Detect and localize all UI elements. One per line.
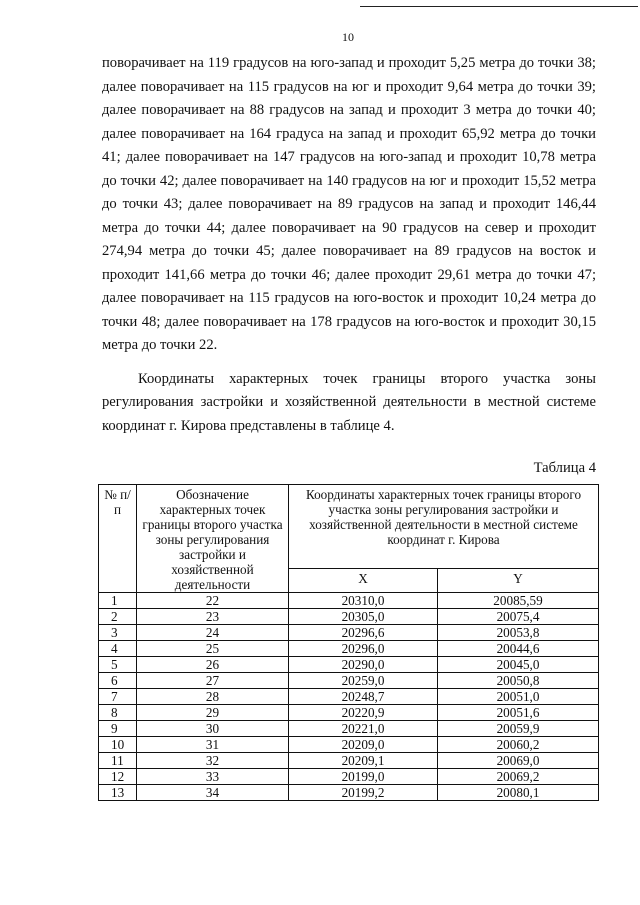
point-cell: 26 [137, 657, 289, 673]
body-text [102, 52, 596, 438]
row-number-cell: 13 [99, 785, 137, 801]
table-row [99, 673, 599, 689]
table-row [99, 769, 599, 785]
point-cell: 23 [137, 609, 289, 625]
y-coordinate-cell: 20045,0 [438, 657, 599, 673]
x-coordinate-cell: 20220,9 [289, 705, 438, 721]
row-number-cell: 4 [99, 641, 137, 657]
x-coordinate-cell: 20305,0 [289, 609, 438, 625]
table-row [99, 657, 599, 673]
row-number-cell: 6 [99, 673, 137, 689]
x-coordinate-cell: 20199,0 [289, 769, 438, 785]
table-row [99, 593, 599, 609]
table-row [99, 705, 599, 721]
y-coordinate-cell: 20044,6 [438, 641, 599, 657]
row-number-cell: 7 [99, 689, 137, 705]
row-number-cell: 12 [99, 769, 137, 785]
point-cell: 33 [137, 769, 289, 785]
coordinates-table [98, 484, 599, 801]
header-x: X [289, 569, 438, 593]
table-row [99, 609, 599, 625]
route-description-paragraph: поворачивает на 119 градусов на юго-запад и проходит 5,25 метра до точки 38; далее поворачивает на 115 градусов на юг и проходит 9,64 метра до точки 39; далее поворачивает на 88 градусов на запад и проходит 3 метра до точки 40; далее поворачивает на 164 градуса на запад и проходит 65,92 метра до точки 41; далее поворачивает на 147 градусов на юго-запад и проходит 10,78 метра до точки 42; далее поворачивает на 140 градусов на юг и проходит 15,52 метра до точки 43; далее поворачивает на 89 градусов на запад и проходит 146,44 метра до точки 44; далее поворачивает на 90 градусов на север и проходит 274,94 метра до точки 45; далее поворачивает на 89 градусов на восток и проходит 141,66 метра до точки 46; далее проходит 29,61 метра до точки 47; далее поворачивает на 115 градусов на юго-восток и проходит 10,24 метра до точки 48; далее поворачивает на 178 градусов на юго-восток и проходит 30,15 метра до точки 22. [102, 55, 596, 353]
header-y: Y [438, 569, 599, 593]
x-coordinate-cell: 20209,1 [289, 753, 438, 769]
point-cell: 30 [137, 721, 289, 737]
point-cell: 28 [137, 689, 289, 705]
point-cell: 24 [137, 625, 289, 641]
header-coordinates: Координаты характерных точек границы второго участка зоны регулирования застройки и хозяйственной деятельности в местной системе координат г. Кирова [289, 485, 599, 569]
point-cell: 32 [137, 753, 289, 769]
x-coordinate-cell: 20209,0 [289, 737, 438, 753]
table-row [99, 625, 599, 641]
x-coordinate-cell: 20290,0 [289, 657, 438, 673]
x-coordinate-cell: 20248,7 [289, 689, 438, 705]
header-point-designation: Обозначение характерных точек границы второго участка зоны регулирования застройки и хозяйственной деятельности [137, 485, 289, 593]
header-row-number: № п/п [99, 485, 137, 593]
row-number-cell: 3 [99, 625, 137, 641]
table-row [99, 641, 599, 657]
x-coordinate-cell: 20310,0 [289, 593, 438, 609]
y-coordinate-cell: 20069,2 [438, 769, 599, 785]
x-coordinate-cell: 20259,0 [289, 673, 438, 689]
table-row [99, 737, 599, 753]
y-coordinate-cell: 20060,2 [438, 737, 599, 753]
x-coordinate-cell: 20296,6 [289, 625, 438, 641]
table-row [99, 785, 599, 801]
y-coordinate-cell: 20051,6 [438, 705, 599, 721]
x-coordinate-cell: 20221,0 [289, 721, 438, 737]
y-coordinate-cell: 20053,8 [438, 625, 599, 641]
table-row [99, 689, 599, 705]
table-intro-paragraph: Координаты характерных точек границы второго участка зоны регулирования застройки и хозяйственной деятельности в местной системе координат г. Кирова представлены в таблице 4. [102, 370, 596, 434]
page-number: 10 [342, 30, 354, 44]
point-cell: 34 [137, 785, 289, 801]
row-number-cell: 2 [99, 609, 137, 625]
table-caption: Таблица 4 [533, 460, 596, 476]
point-cell: 25 [137, 641, 289, 657]
y-coordinate-cell: 20050,8 [438, 673, 599, 689]
point-cell: 29 [137, 705, 289, 721]
y-coordinate-cell: 20051,0 [438, 689, 599, 705]
row-number-cell: 10 [99, 737, 137, 753]
y-coordinate-cell: 20075,4 [438, 609, 599, 625]
point-cell: 22 [137, 593, 289, 609]
table-row [99, 721, 599, 737]
x-coordinate-cell: 20199,2 [289, 785, 438, 801]
row-number-cell: 5 [99, 657, 137, 673]
y-coordinate-cell: 20080,1 [438, 785, 599, 801]
header-rule [360, 6, 638, 7]
row-number-cell: 8 [99, 705, 137, 721]
y-coordinate-cell: 20059,9 [438, 721, 599, 737]
point-cell: 27 [137, 673, 289, 689]
x-coordinate-cell: 20296,0 [289, 641, 438, 657]
row-number-cell: 11 [99, 753, 137, 769]
point-cell: 31 [137, 737, 289, 753]
y-coordinate-cell: 20085,59 [438, 593, 599, 609]
row-number-cell: 9 [99, 721, 137, 737]
y-coordinate-cell: 20069,0 [438, 753, 599, 769]
row-number-cell: 1 [99, 593, 137, 609]
table-row [99, 753, 599, 769]
